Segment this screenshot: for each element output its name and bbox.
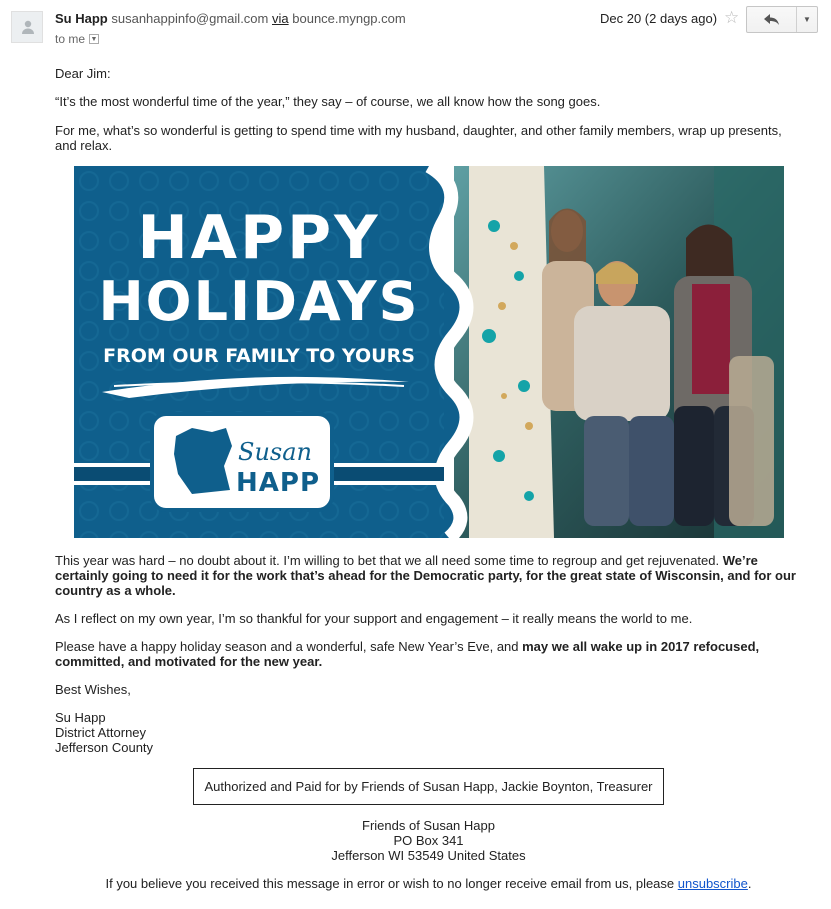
reply-icon — [764, 14, 780, 26]
reply-button-group — [746, 6, 818, 33]
avatar[interactable] — [11, 11, 43, 43]
unsubscribe-link[interactable]: unsubscribe — [677, 876, 748, 891]
address-city: Jefferson WI 53549 United States — [331, 848, 526, 863]
via-domain: bounce.myngp.com — [292, 11, 406, 26]
reflect-paragraph: As I reflect on my own year, I’m so thankful for your support and engagement – it really means the world to me. — [55, 611, 693, 626]
holiday-banner-image — [74, 166, 784, 538]
mailing-address — [0, 818, 831, 863]
banner-holidays: HOLIDAYS — [98, 270, 420, 333]
happy-text: Please have a happy holiday season and a wonderful, safe New Year’s Eve, and — [55, 639, 523, 654]
unsubscribe-note — [0, 876, 831, 891]
unsubscribe-prefix: If you believe you received this message in error or wish to no longer receive email from us, please — [105, 876, 678, 891]
more-button[interactable] — [797, 7, 817, 32]
unsubscribe-suffix: . — [747, 876, 752, 891]
greeting: Dear Jim: — [55, 66, 111, 81]
message-date: Dec 20 (2 days ago) — [600, 11, 718, 26]
banner-happy: HAPPY — [137, 203, 381, 273]
hard-year-bold: We’re certainly going to need it for the work that’s ahead for the Democratic party, for the great state of Wisconsin, and for our country as a whole. — [55, 553, 796, 598]
via-link[interactable]: via — [272, 11, 289, 26]
address-org: Friends of Susan Happ — [362, 818, 495, 833]
signature — [55, 710, 153, 755]
person-icon — [20, 19, 36, 35]
intro-paragraph: “It’s the most wonderful time of the year,” they say – of course, we all know how the song goes. — [55, 94, 601, 109]
logo-name: HAPP — [236, 468, 320, 498]
sender-name[interactable]: Su Happ — [55, 11, 108, 26]
dropdown-arrow-icon[interactable]: ▼ — [90, 35, 98, 43]
signature-name: Su Happ — [55, 710, 106, 725]
recipient-line — [55, 32, 99, 46]
recipient-label: to me — [55, 32, 86, 46]
address-box: PO Box 341 — [393, 833, 464, 848]
star-icon[interactable]: ☆ — [724, 8, 740, 27]
happy-paragraph — [55, 639, 790, 669]
signature-title: District Attorney — [55, 725, 147, 740]
sender-line — [55, 11, 406, 26]
closing: Best Wishes, — [55, 682, 131, 697]
logo-script: Susan — [238, 438, 312, 466]
happy-bold: may we all wake up in 2017 refocused, committed, and motivated for the new year. — [55, 639, 760, 669]
signature-county: Jefferson County — [55, 740, 154, 755]
disclaimer-box: Authorized and Paid for by Friends of Susan Happ, Jackie Boynton, Treasurer — [193, 768, 664, 805]
reply-button[interactable] — [747, 7, 797, 32]
email-header — [0, 0, 831, 60]
hard-year-paragraph — [55, 553, 800, 598]
hard-year-text: This year was hard – no doubt about it. I’m willing to bet that we all need some time to regroup and get rejuvenated. — [55, 553, 723, 568]
chevron-down-icon: ▼ — [803, 15, 811, 24]
sender-email: susanhappinfo@gmail.com — [111, 11, 269, 26]
wonderful-paragraph: For me, what’s so wonderful is getting to spend time with my husband, daughter, and other family members, wrap up presents, and relax. — [55, 123, 782, 153]
banner-tagline: FROM OUR FAMILY TO YOURS — [103, 345, 415, 367]
